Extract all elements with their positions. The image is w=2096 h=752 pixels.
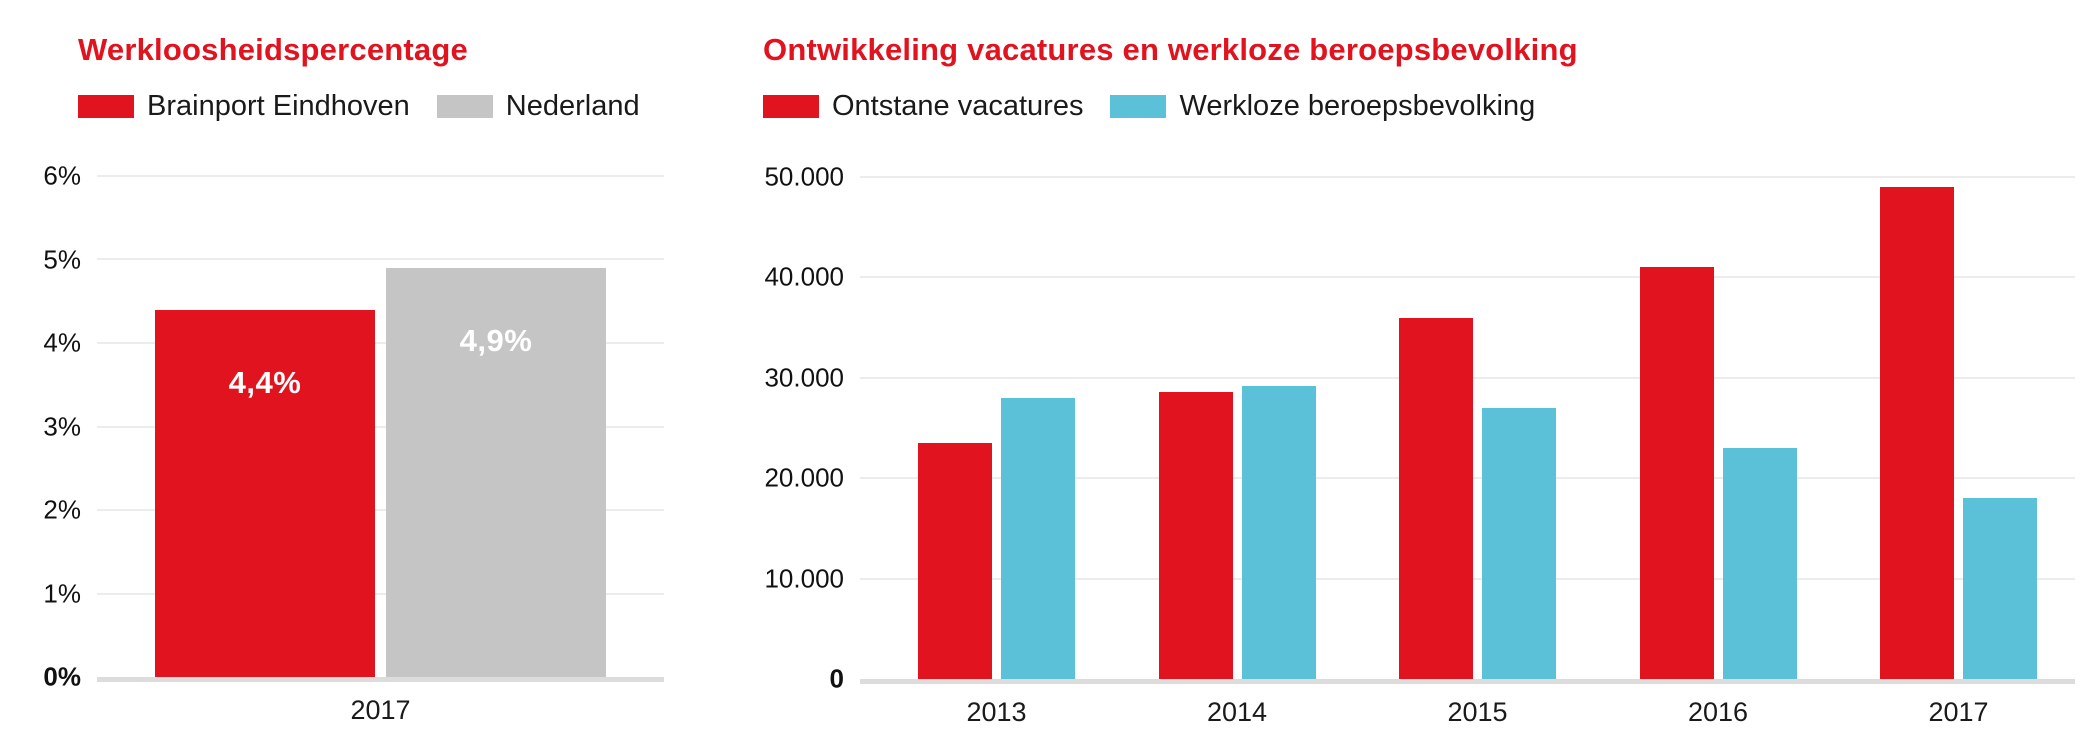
y-axis-tick-label: 50.000 (764, 161, 844, 192)
bar-2014-series-0 (1159, 392, 1233, 679)
bar-group-2016 (1640, 177, 1797, 727)
y-axis-tick-label: 3% (43, 411, 81, 441)
y-axis-tick-label: 0 (829, 663, 844, 694)
bars-layer (860, 177, 2075, 727)
x-axis-baseline (860, 679, 2075, 684)
vacancies-unemployed-chart (745, 22, 2090, 738)
bar-2015-series-1 (1482, 408, 1556, 679)
bar-2013-series-1 (1001, 398, 1075, 679)
x-axis-baseline (97, 677, 664, 682)
x-axis-label: 2013 (966, 697, 1027, 727)
x-axis-label: 2017 (350, 695, 411, 725)
y-axis-tick-label: 1% (43, 578, 81, 608)
bar-group-2017 (1880, 177, 2037, 727)
y-axis-tick-label: 5% (43, 244, 81, 274)
bars-layer (97, 176, 664, 725)
y-axis-tick-label: 4% (43, 327, 81, 358)
chart-legend (763, 90, 2090, 123)
legend-label-brainport-eindhoven: Brainport Eindhoven (147, 90, 410, 122)
x-axis-label: 2014 (1206, 697, 1268, 727)
y-axis-tick-label: 0% (43, 661, 81, 692)
bar-value-label: 4,9% (459, 322, 533, 358)
legend-swatch-brainport-eindhoven (78, 95, 134, 118)
bar-2015-series-0 (1399, 318, 1473, 679)
legend-swatch-werkloze-beroepsbevolking (1110, 95, 1166, 118)
legend-swatch-ontstane-vacatures (763, 95, 819, 118)
y-axis-tick-label: 20.000 (764, 462, 844, 493)
bar-group-2017 (155, 176, 606, 725)
plot-area (43, 160, 664, 725)
bar-2016-series-1 (1723, 448, 1797, 679)
bar-2014-series-1 (1242, 386, 1316, 679)
bar-2017-series-0 (155, 310, 375, 677)
y-axis-tick-label: 40.000 (764, 261, 844, 292)
chart-legend (78, 90, 705, 123)
bar-value-label: 4,4% (228, 364, 302, 400)
bar-2017-series-1 (1963, 498, 2037, 679)
bar-group-2014 (1159, 177, 1316, 727)
plot-area (764, 161, 2075, 727)
bar-2013-series-0 (918, 443, 992, 679)
x-axis-label: 2016 (1687, 697, 1749, 727)
y-axis-tick-label: 10.000 (764, 563, 844, 594)
unemployment-rate-chart (43, 22, 705, 738)
legend-label-nederland: Nederland (505, 90, 640, 122)
y-axis-tick-label: 2% (43, 494, 81, 525)
bar-2017-series-0 (1880, 187, 1954, 679)
y-axis-tick-label: 6% (43, 160, 81, 191)
legend-label-ontstane-vacatures: Ontstane vacatures (832, 90, 1084, 122)
y-axis-tick-label: 30.000 (764, 362, 844, 393)
x-axis-label: 2017 (1928, 697, 1989, 727)
bar-group-2013 (918, 177, 1075, 727)
x-axis-label: 2015 (1447, 697, 1508, 727)
bar-2016-series-0 (1640, 267, 1714, 679)
bar-2017-series-1 (386, 268, 606, 677)
legend-label-werkloze-beroepsbevolking: Werkloze beroepsbevolking (1179, 90, 1536, 122)
chart-title: Werkloosheidspercentage (78, 32, 468, 67)
chart-title: Ontwikkeling vacatures en werkloze beroepsbevolking (763, 32, 1578, 67)
bar-group-2015 (1399, 177, 1556, 727)
legend-swatch-nederland (437, 95, 493, 118)
